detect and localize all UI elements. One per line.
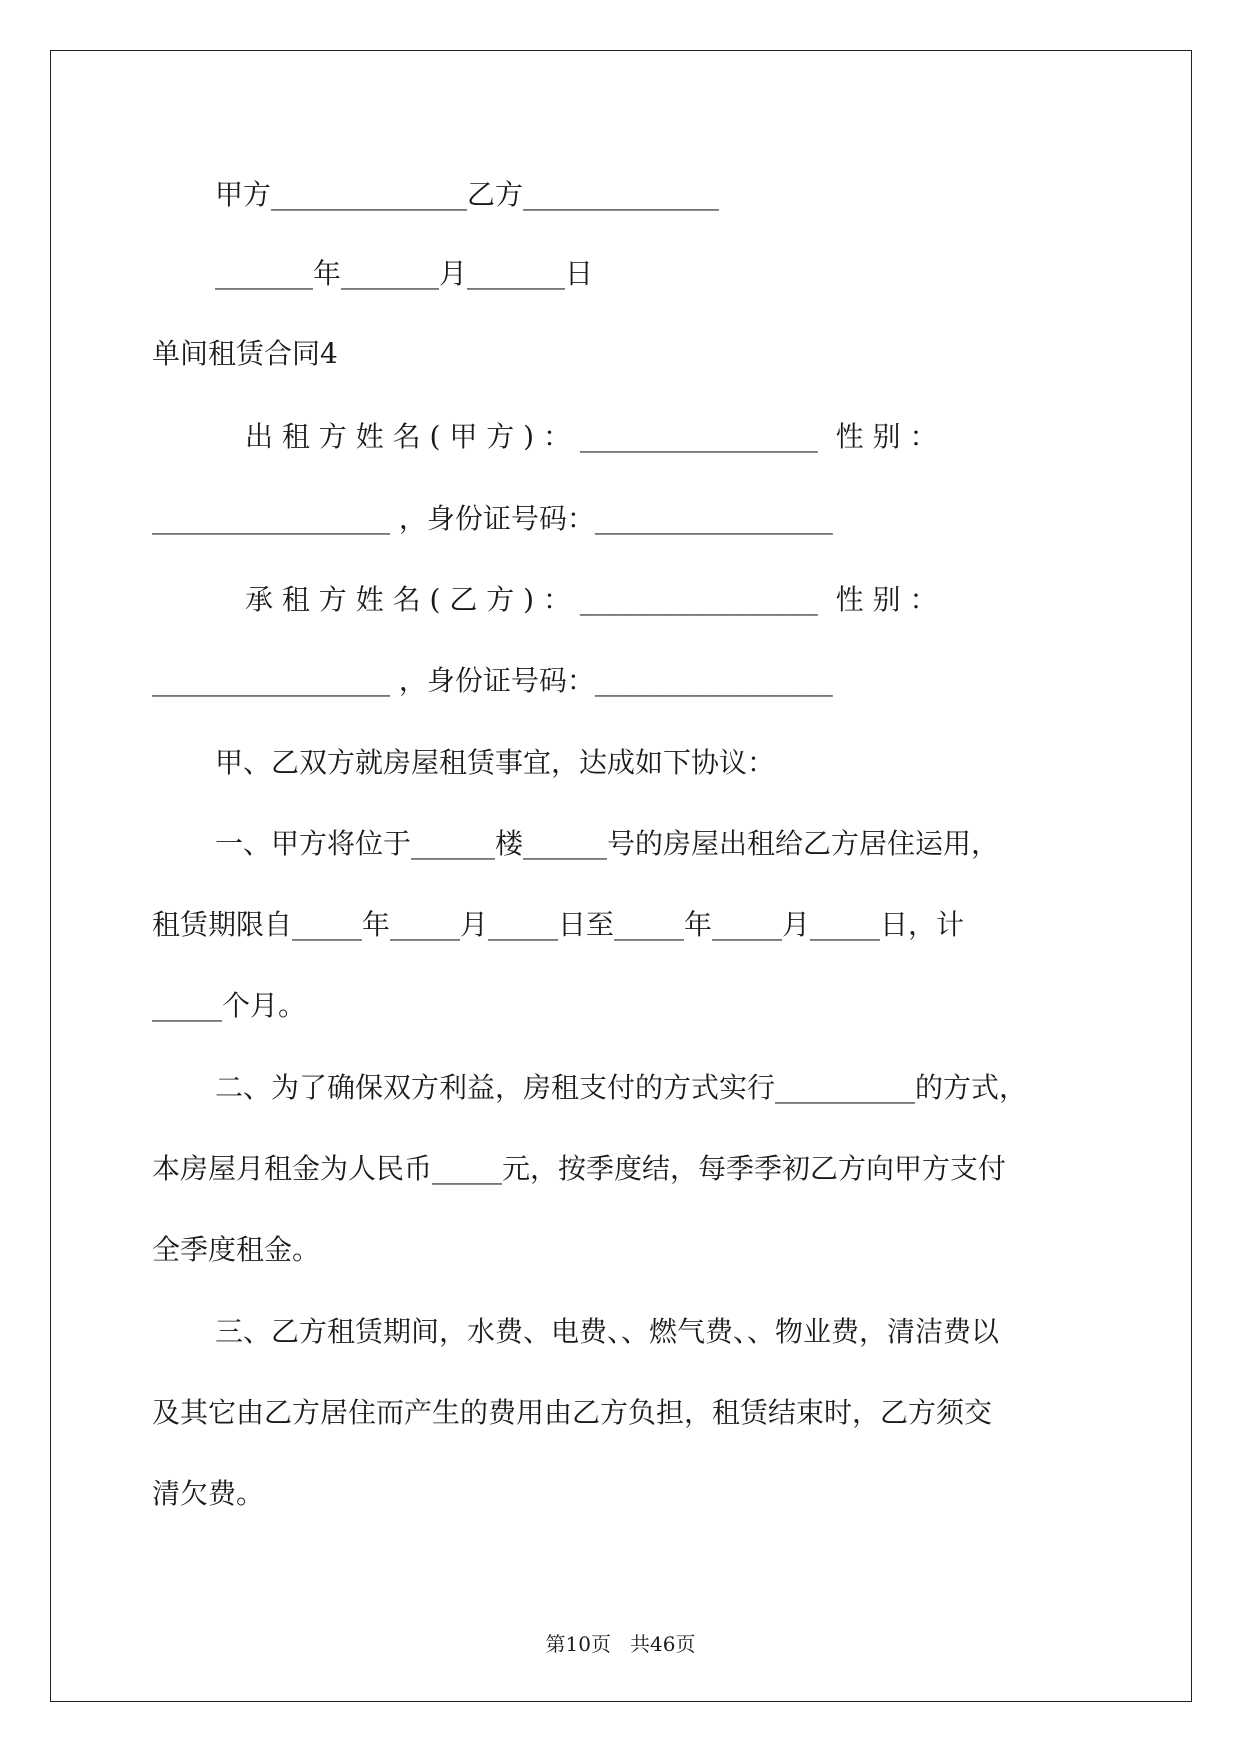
clause-3-line-3: 清欠费。 — [152, 1477, 265, 1510]
clause-2-line-2: 本房屋月租金为人民币_____元，按季度结，每季季初乙方向甲方支付 — [152, 1152, 1007, 1185]
clause-1-line-1: 一、甲方将位于______楼______号的房屋出租给乙方居住运用， — [215, 827, 1000, 860]
clause-3-line-1: 三、乙方租赁期间，水费、电费、、燃气费、、物业费，清洁费以 — [215, 1315, 1000, 1348]
lessee-id-line: _________________ ，身份证号码：_________________ — [152, 664, 833, 697]
page-border — [50, 50, 1192, 1702]
clause-1-line-2: 租赁期限自_____年_____月_____日至_____年_____月_____日，计 — [152, 908, 965, 941]
lessor-name-line: 出 租 方 姓 名 ( 甲 方 ) ： _________________ 性 别 ： — [245, 420, 938, 453]
contract-title: 单间租赁合同4 — [152, 337, 338, 370]
agreement-intro: 甲、乙双方就房屋租赁事宜，达成如下协议： — [215, 746, 776, 779]
clause-3-line-2: 及其它由乙方居住而产生的费用由乙方负担，租赁结束时，乙方须交 — [152, 1396, 993, 1429]
lessor-id-line: _________________ ，身份证号码：_________________ — [152, 502, 833, 535]
signature-date-line: _______年_______月_______日 — [215, 257, 594, 290]
signature-line-parties: 甲方______________乙方______________ — [215, 178, 720, 211]
page-number: 第10页 共46页 — [545, 1632, 696, 1656]
clause-2-line-3: 全季度租金。 — [152, 1233, 321, 1266]
clause-1-line-3: _____个月。 — [152, 989, 307, 1022]
clause-2-line-1: 二、为了确保双方利益，房租支付的方式实行__________的方式， — [215, 1071, 1028, 1104]
lessee-name-line: 承 租 方 姓 名 ( 乙 方 ) ： _________________ 性 别 ： — [245, 583, 938, 616]
